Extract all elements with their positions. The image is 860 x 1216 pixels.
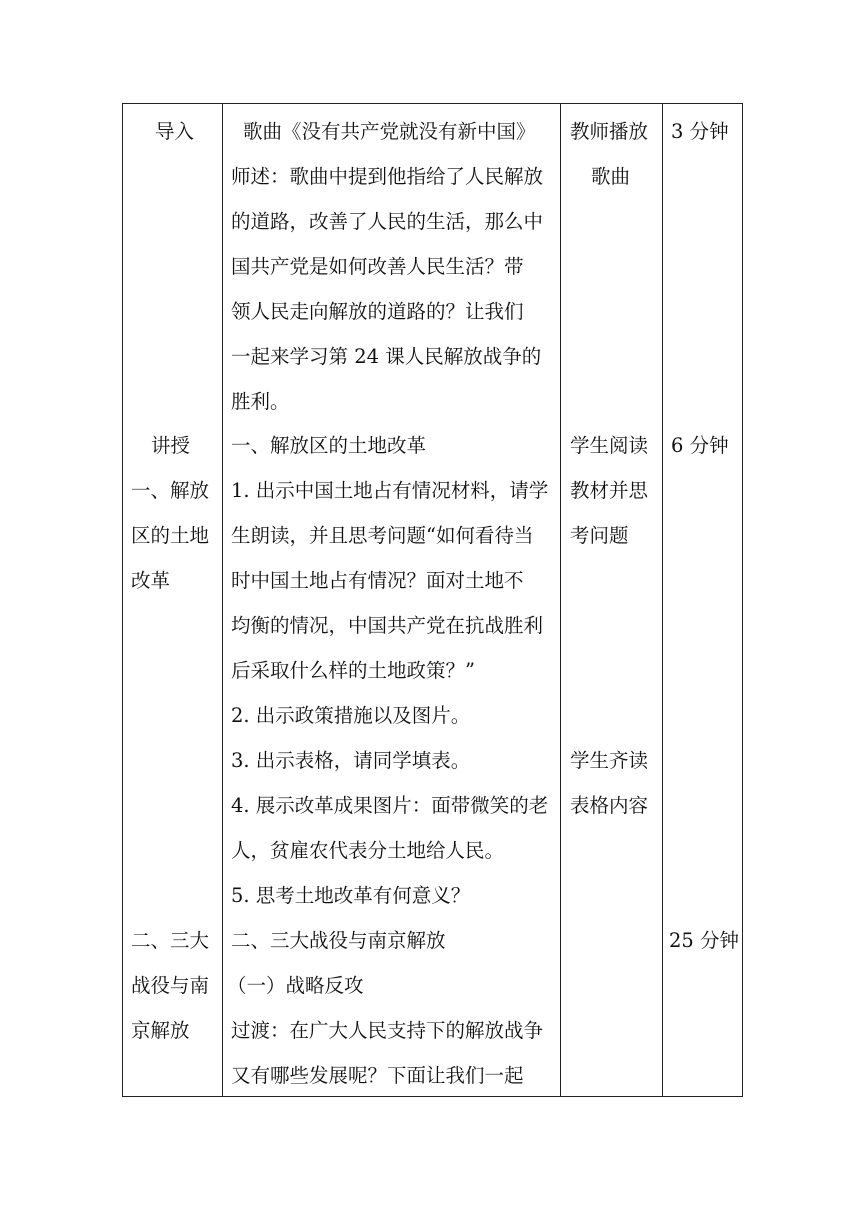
- table-row: [123, 104, 743, 1097]
- phase-text: 改革: [131, 569, 171, 592]
- phase-text: 讲授: [151, 434, 191, 457]
- content-line: 4. 展示改革成果图片：面带微笑的老: [231, 794, 549, 817]
- time-text: 6 分钟: [671, 434, 729, 457]
- content-line: 3. 出示表格，请同学填表。: [231, 749, 471, 772]
- activity-text: 表格内容: [570, 794, 649, 817]
- phase-text: 京解放: [131, 1019, 190, 1042]
- content-line: 领人民走向解放的道路的？让我们: [231, 300, 524, 323]
- content-column: [223, 104, 561, 1097]
- activity-text: 学生阅读: [570, 434, 649, 457]
- content-line: 生朗读，并且思考问题“如何看待当: [231, 524, 534, 547]
- content-line: 又有哪些发展呢？下面让我们一起: [231, 1064, 524, 1087]
- activity-text: 考问题: [570, 524, 629, 547]
- activity-column: [561, 104, 663, 1097]
- phase-text: 二、三大: [131, 929, 210, 952]
- phase-text: 战役与南: [131, 974, 210, 997]
- activity-text: 学生齐读: [570, 749, 649, 772]
- content-line: 师述：歌曲中提到他指给了人民解放: [231, 165, 544, 188]
- content-line: 过渡：在广大人民支持下的解放战争: [231, 1019, 544, 1042]
- content-line: 国共产党是如何改善人民生活？带: [231, 255, 524, 278]
- time-text: 25 分钟: [669, 929, 740, 952]
- activity-text: 教材并思: [570, 479, 649, 502]
- content-line: 5. 思考土地改革有何意义？: [231, 884, 471, 907]
- phase-text: 区的土地: [131, 524, 210, 547]
- activity-text: 歌曲: [591, 165, 631, 188]
- activity-text: 教师播放: [570, 120, 649, 143]
- content-line: 二、三大战役与南京解放: [231, 929, 446, 952]
- content-line: 一起来学习第 24 课人民解放战争的: [231, 345, 542, 368]
- content-line: 均衡的情况，中国共产党在抗战胜利: [231, 614, 544, 637]
- content-line: （一）战略反攻: [227, 974, 364, 997]
- phase-text: 一、解放: [131, 479, 210, 502]
- content-line: 歌曲《没有共产党就没有新中国》: [243, 120, 536, 143]
- content-line: 时中国土地占有情况？面对土地不: [231, 569, 524, 592]
- content-line: 的道路，改善了人民的生活，那么中: [231, 210, 544, 233]
- content-line: 人，贫雇农代表分土地给人民。: [231, 839, 505, 862]
- time-column: [663, 104, 743, 1097]
- time-text: 3 分钟: [671, 120, 729, 143]
- content-line: 后采取什么样的土地政策？”: [231, 659, 475, 682]
- content-line: 2. 出示政策措施以及图片。: [231, 704, 471, 727]
- phase-text: 导入: [155, 120, 195, 143]
- content-line: 胜利。: [231, 390, 290, 413]
- content-line: 1. 出示中国土地占有情况材料，请学: [231, 479, 549, 502]
- lesson-plan-table: [122, 103, 743, 1097]
- content-line: 一、解放区的土地改革: [231, 434, 427, 457]
- phase-column: [123, 104, 223, 1097]
